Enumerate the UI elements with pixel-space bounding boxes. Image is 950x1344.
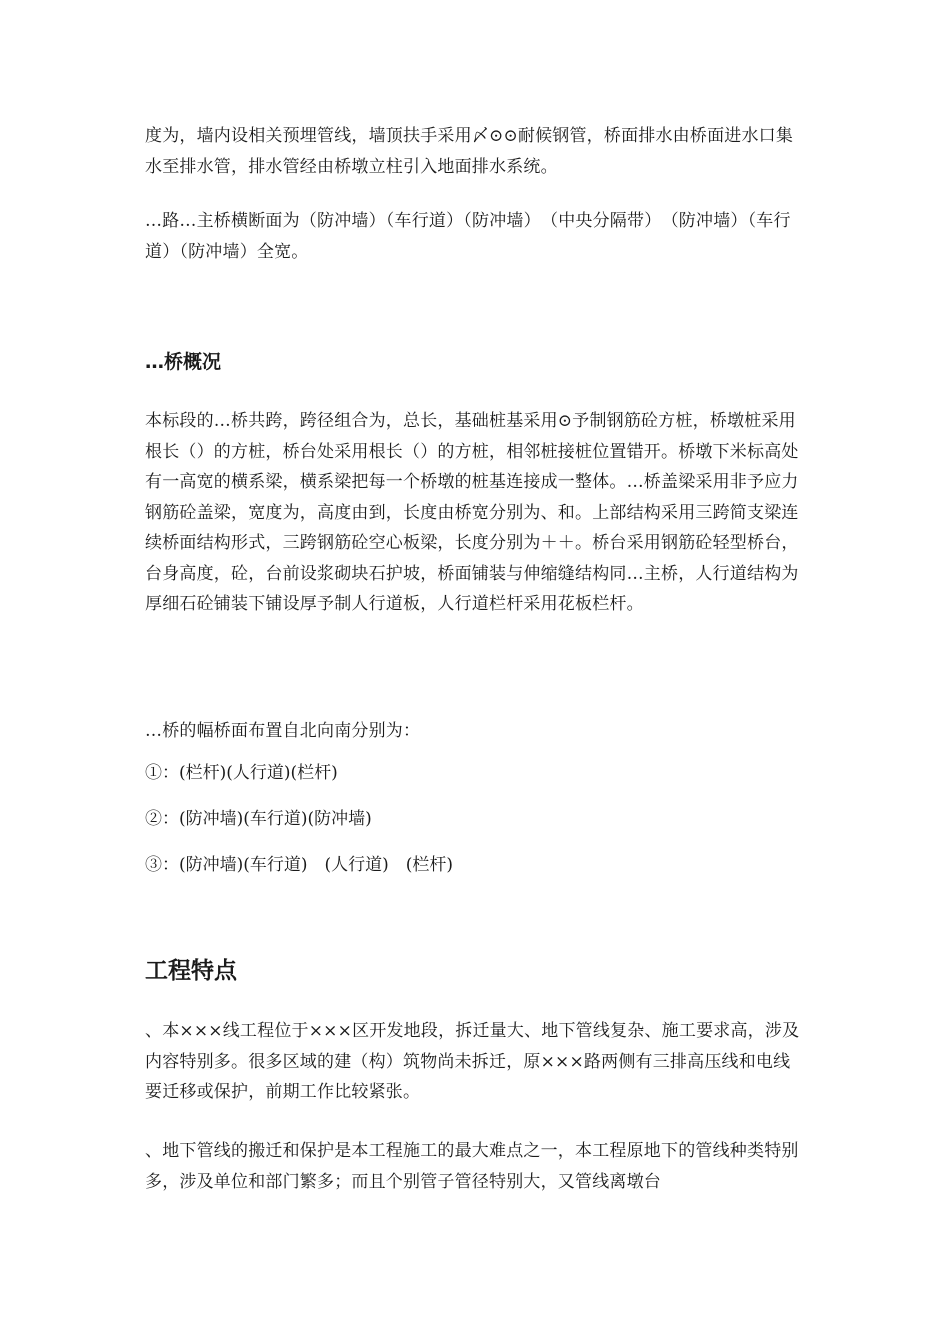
deck-layout-item-1: ①：(栏杆)(人行道)(栏杆) <box>145 763 338 783</box>
deck-layout-intro: …桥的幅桥面布置自北向南分别为： <box>145 721 421 741</box>
project-features-heading: 工程特点 <box>145 958 237 984</box>
bridge-overview-paragraph: 本标段的…桥共跨，跨径组合为，总长，基础桩基采用⊙予制钢筋砼方桩，桥墩桩采用根长（）的方桩，桥台处采用根长（）的方桩，相邻桩接桩位置错开。桥墩下米标高处有一高宽的横系梁，横系梁把每一个桥墩的桩基连接成一整体。…桥盖梁采用非予应力钢筋砼盖梁，宽度为，高度由到，长度由桥宽分别为、和。上部结构采用三跨简支梁连续桥面结构形式，三跨钢筋砼空心板梁，长度分别为＋＋。桥台采用钢筋砼轻型桥台，台身高度，砼，台前设浆砌块石护坡，桥面铺装与伸缩缝结构同…主桥，人行道结构为厚细石砼铺装下铺设厚予制人行道板，人行道栏杆采用花板栏杆。 <box>145 411 799 614</box>
bridge-overview-heading: …桥概况 <box>145 351 222 373</box>
deck-layout-item-2: ②：(防冲墙)(车行道)(防冲墙) <box>145 809 372 829</box>
intro-paragraph-1: 度为，墙内设相关预埋管线，墙顶扶手采用〆⊙⊙耐候钢管，桥面排水由桥面进水口集水至排水管，排水管经由桥墩立柱引入地面排水系统。 <box>145 126 794 177</box>
features-paragraph-1: 、本×××线工程位于×××区开发地段，拆迁量大、地下管线复杂、施工要求高，涉及内容特别多。很多区域的建（构）筑物尚未拆迁，原×××路两侧有三排高压线和电线要迁移或保护，前期工作比较紧张。 <box>145 1021 800 1102</box>
deck-layout-item-3: ③：(防冲墙)(车行道) (人行道) (栏杆) <box>145 855 454 875</box>
features-paragraph-2: 、地下管线的搬迁和保护是本工程施工的最大难点之一，本工程原地下的管线种类特别多，涉及单位和部门繁多；而且个别管子管径特别大，又管线离墩台 <box>145 1141 799 1192</box>
intro-paragraph-2: …路…主桥横断面为（防冲墙）（车行道）（防冲墙） （中央分隔带） （防冲墙）（车行道）（防冲墙）全宽。 <box>145 211 791 262</box>
